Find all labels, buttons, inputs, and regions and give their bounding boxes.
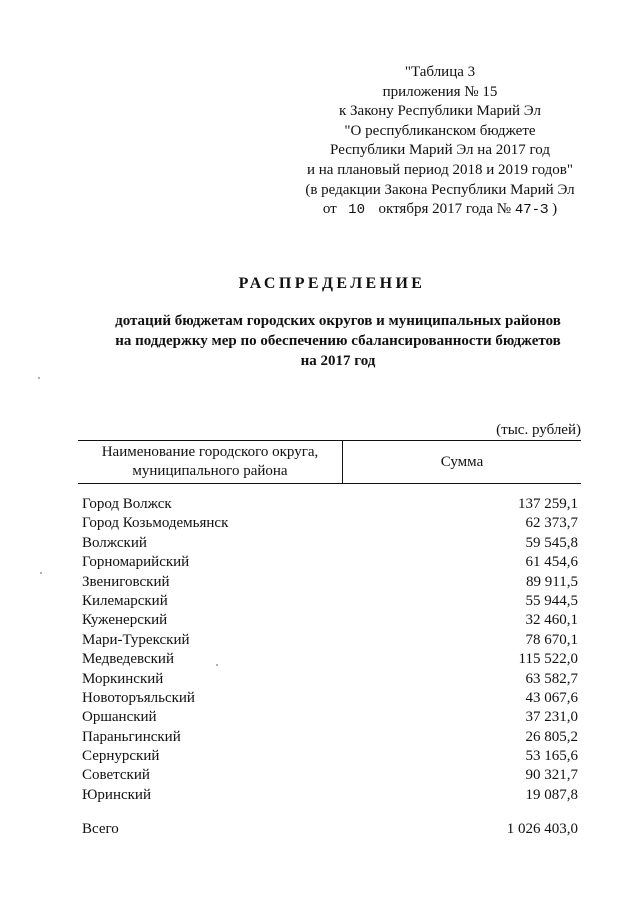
district-amount: 78 670,1 <box>525 631 578 648</box>
table-row <box>82 708 578 727</box>
district-name: Сернурский <box>82 748 160 765</box>
date-day: 10 <box>348 202 365 219</box>
subtitle-line: на 2017 год <box>300 353 376 369</box>
table-row <box>82 747 578 766</box>
header-date-line <box>285 200 595 221</box>
table-row <box>82 728 578 747</box>
table-row <box>82 553 578 572</box>
date-suffix: ) <box>552 201 558 218</box>
district-name: Советский <box>82 767 150 784</box>
district-amount: 26 805,2 <box>525 728 578 745</box>
district-name: Юринский <box>82 786 151 803</box>
table-row <box>82 786 578 805</box>
scan-speck <box>216 664 218 666</box>
header-line: к Закону Республики Марий Эл <box>338 103 541 120</box>
district-amount: 115 522,0 <box>518 651 578 668</box>
scan-speck <box>40 572 42 574</box>
district-amount: 59 545,8 <box>525 534 578 551</box>
table-row <box>82 689 578 708</box>
district-name: Моркинский <box>82 670 164 687</box>
date-middle: октября 2017 года № <box>378 201 512 218</box>
district-name: Оршанский <box>82 709 157 726</box>
district-amount: 62 373,7 <box>525 515 578 532</box>
table-row <box>82 650 578 669</box>
header-line: Республики Марий Эл на 2017 год <box>330 142 550 159</box>
district-amount: 63 582,7 <box>525 670 578 687</box>
district-name: Медведевский <box>82 651 174 668</box>
header-line: "Таблица 3 <box>404 64 476 80</box>
table-row <box>82 495 578 514</box>
total-row <box>82 821 578 838</box>
district-name: Горномарийский <box>82 554 190 571</box>
column-header-name-line2: муниципального района <box>132 463 288 479</box>
district-amount: 137 259,1 <box>518 496 578 512</box>
total-amount: 1 026 403,0 <box>506 821 578 837</box>
district-name: Город Волжск <box>82 496 172 512</box>
subtitle-line: на поддержку мер по обеспечению сбалансированности бюджетов <box>115 333 561 349</box>
table-row <box>82 670 578 689</box>
table-header <box>78 440 581 484</box>
units-label: (тыс. рублей) <box>496 422 581 438</box>
document-title: РАСПРЕДЕЛЕНИЕ <box>238 275 426 292</box>
district-name: Куженерский <box>82 612 168 629</box>
table-row <box>82 631 578 650</box>
total-label: Всего <box>82 821 119 837</box>
header-line: приложения № 15 <box>382 83 498 100</box>
appendix-header <box>285 63 595 221</box>
header-line: и на плановый период 2018 и 2019 годов" <box>307 161 573 178</box>
header-line: (в редакции Закона Республики Марий Эл <box>305 181 575 198</box>
district-amount: 55 944,5 <box>525 592 578 609</box>
district-name: Килемарский <box>82 592 168 609</box>
district-name: Мари-Турекский <box>82 631 190 648</box>
table-body <box>82 495 578 805</box>
column-header-name <box>78 441 343 483</box>
column-header-name-line1: Наименование городского округа, <box>101 444 319 460</box>
table-row <box>82 592 578 611</box>
district-amount: 19 087,8 <box>525 786 578 803</box>
scan-speck <box>38 377 40 379</box>
subtitle-line: дотаций бюджетам городских округов и муниципальных районов <box>115 313 561 329</box>
district-amount: 53 165,6 <box>525 748 578 765</box>
law-number: 47-З <box>514 202 549 219</box>
table-row <box>82 766 578 785</box>
district-amount: 43 067,6 <box>525 689 578 706</box>
district-amount: 32 460,1 <box>525 612 578 629</box>
district-amount: 90 321,7 <box>525 767 578 784</box>
table-row <box>82 573 578 592</box>
table-row <box>82 611 578 630</box>
district-name: Параньгинский <box>82 728 181 745</box>
table-row <box>82 514 578 533</box>
date-prefix: от <box>322 201 337 218</box>
district-name: Город Козьмодемьянск <box>82 515 229 532</box>
district-name: Звениговский <box>82 573 170 590</box>
district-name: Новоторъяльский <box>82 689 195 706</box>
district-amount: 37 231,0 <box>525 709 578 726</box>
header-line: "О республиканском бюджете <box>344 122 536 139</box>
district-amount: 61 454,6 <box>525 554 578 571</box>
table-row <box>82 534 578 553</box>
document-subtitle <box>88 311 588 371</box>
column-header-amount: Сумма <box>440 453 484 470</box>
district-amount: 89 911,5 <box>526 573 578 590</box>
district-name: Волжский <box>82 534 147 551</box>
